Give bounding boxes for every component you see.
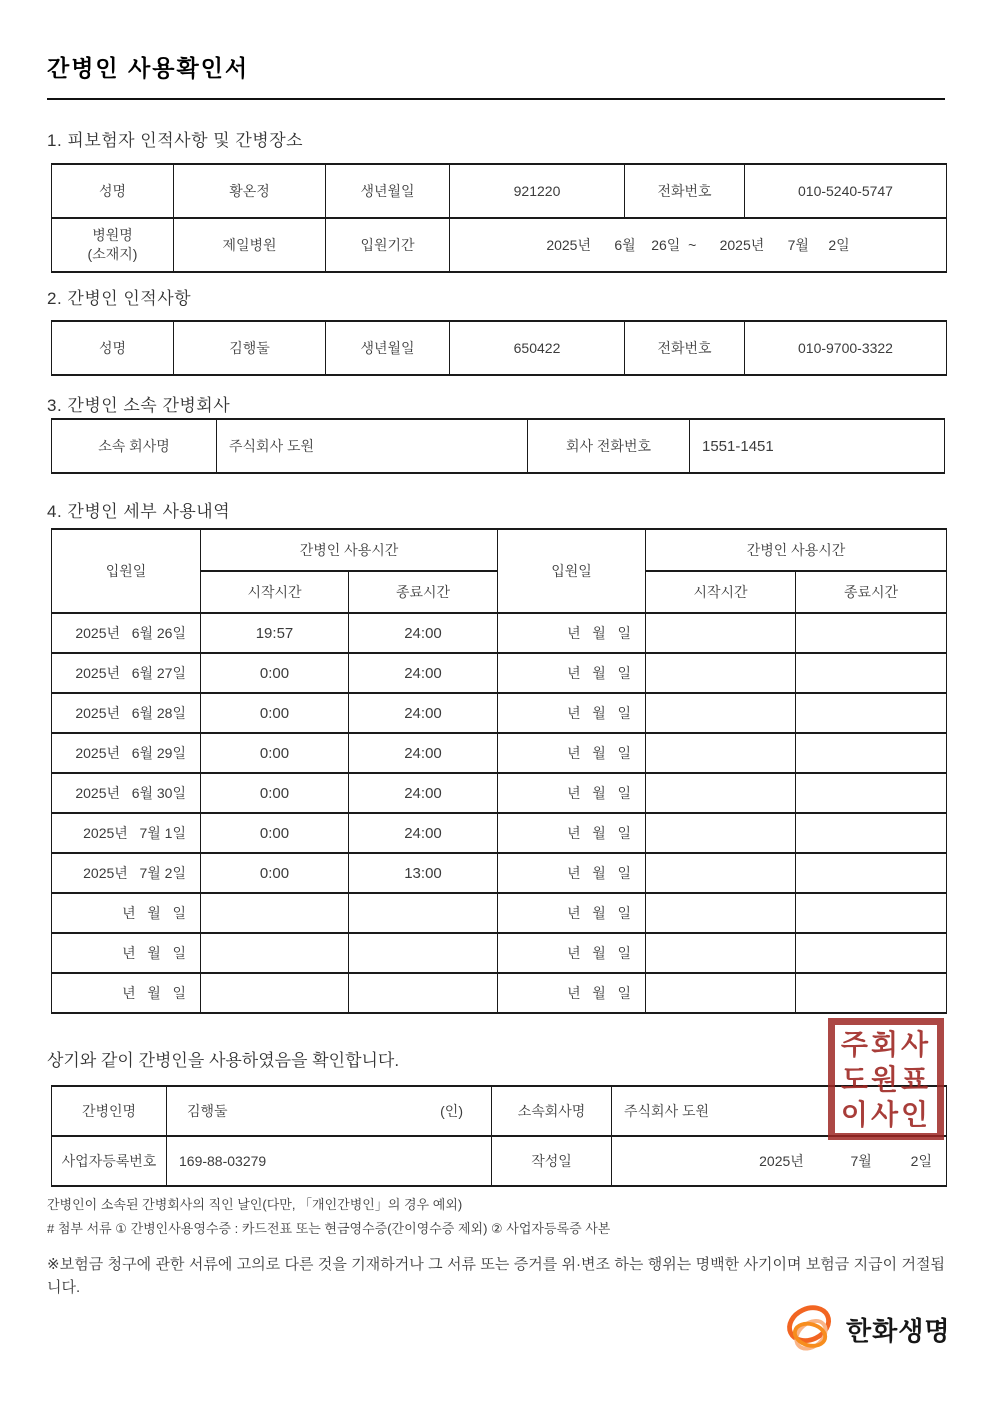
usage-start-cell bbox=[201, 933, 349, 973]
hospital-label-line1: 병원명 bbox=[92, 227, 133, 244]
usage-date-cell: 년 월 일 bbox=[52, 973, 201, 1013]
usage-start-cell: 0:00 bbox=[201, 653, 349, 693]
insured-birth-value: 921220 bbox=[450, 164, 625, 218]
usage-date-cell: 년 월 일 bbox=[498, 773, 646, 813]
section3-heading: 3. 간병인 소속 간병회사 bbox=[47, 396, 231, 415]
usage-end-cell: 13:00 bbox=[349, 853, 498, 893]
usage-header-row bbox=[52, 529, 947, 571]
usage-start-cell bbox=[646, 693, 796, 733]
table-row bbox=[52, 218, 947, 272]
usage-end-cell bbox=[796, 893, 947, 933]
table-row bbox=[52, 1136, 947, 1186]
fraud-warning-text: ※보험금 청구에 관한 서류에 고의로 다른 것을 기재하거나 그 서류 또는 증거를 위·변조 하는 행위는 명백한 사기이며 보험금 지급이 거절됩니다. bbox=[47, 1256, 945, 1297]
usage-start-cell bbox=[646, 733, 796, 773]
usage-end-cell bbox=[796, 733, 947, 773]
usage-end-cell bbox=[796, 933, 947, 973]
end-time-header-left: 종료시간 bbox=[349, 571, 498, 613]
usage-end-cell bbox=[796, 693, 947, 733]
seal-mark: (인) bbox=[440, 1103, 463, 1119]
caregiver-company-table bbox=[51, 418, 945, 474]
usage-row bbox=[52, 813, 947, 853]
usage-start-cell bbox=[646, 853, 796, 893]
usage-end-cell bbox=[796, 813, 947, 853]
caregiver-phone-value: 010-9700-3322 bbox=[745, 321, 947, 375]
usage-date-header-right: 입원일 bbox=[498, 529, 646, 613]
usage-detail-table bbox=[51, 528, 947, 1014]
insured-phone-label: 전화번호 bbox=[625, 164, 745, 218]
usage-end-cell: 24:00 bbox=[349, 693, 498, 733]
caregiver-phone-label: 전화번호 bbox=[625, 321, 745, 375]
company-phone-value: 1551-1451 bbox=[690, 419, 945, 473]
confirm-caregiver-cell bbox=[167, 1086, 492, 1136]
usage-date-cell: 년 월 일 bbox=[498, 653, 646, 693]
table-row bbox=[52, 419, 945, 473]
usage-date-header-left: 입원일 bbox=[52, 529, 201, 613]
insured-phone-value: 010-5240-5747 bbox=[745, 164, 947, 218]
usage-time-header-left: 간병인 사용시간 bbox=[201, 529, 498, 571]
confirmation-statement: 상기와 같이 간병인을 사용하였음을 확인합니다. bbox=[47, 1051, 400, 1070]
end-time-header-right: 종료시간 bbox=[796, 571, 947, 613]
written-date-label: 작성일 bbox=[492, 1136, 612, 1186]
usage-row bbox=[52, 733, 947, 773]
caregiver-name-label: 성명 bbox=[52, 321, 174, 375]
usage-time-header-right: 간병인 사용시간 bbox=[646, 529, 947, 571]
caregiver-birth-label: 생년월일 bbox=[326, 321, 450, 375]
usage-end-cell bbox=[796, 653, 947, 693]
start-time-header-right: 시작시간 bbox=[646, 571, 796, 613]
usage-date-cell: 2025년 7월 2일 bbox=[52, 853, 201, 893]
written-date-value: 2025년 7월 2일 bbox=[612, 1136, 947, 1186]
company-seal-stamp bbox=[828, 1018, 944, 1140]
table-row bbox=[52, 1086, 947, 1136]
usage-end-cell: 24:00 bbox=[349, 813, 498, 853]
usage-start-cell bbox=[646, 813, 796, 853]
caregiver-name-value: 김행둘 bbox=[174, 321, 326, 375]
caregiver-birth-value: 650422 bbox=[450, 321, 625, 375]
usage-date-cell: 2025년 6월 29일 bbox=[52, 733, 201, 773]
usage-end-cell bbox=[349, 893, 498, 933]
usage-start-cell: 0:00 bbox=[201, 813, 349, 853]
usage-date-cell: 년 월 일 bbox=[498, 613, 646, 653]
usage-start-cell: 0:00 bbox=[201, 853, 349, 893]
section4-heading: 4. 간병인 세부 사용내역 bbox=[47, 502, 231, 521]
usage-end-cell bbox=[796, 853, 947, 893]
usage-end-cell bbox=[796, 773, 947, 813]
usage-date-cell: 2025년 6월 28일 bbox=[52, 693, 201, 733]
admission-period-label: 입원기간 bbox=[326, 218, 450, 272]
usage-row bbox=[52, 613, 947, 653]
start-time-header-left: 시작시간 bbox=[201, 571, 349, 613]
business-number-label: 사업자등록번호 bbox=[52, 1136, 167, 1186]
seal-note: 간병인이 소속된 간병회사의 직인 날인(다만, 「개인간병인」의 경우 예외) bbox=[47, 1197, 463, 1212]
hanwha-life-logo bbox=[782, 1300, 950, 1358]
usage-date-cell: 년 월 일 bbox=[498, 933, 646, 973]
company-name-label: 소속 회사명 bbox=[52, 419, 217, 473]
usage-date-cell: 년 월 일 bbox=[498, 853, 646, 893]
logo-text: 한화생명 bbox=[846, 1315, 951, 1346]
usage-date-cell: 년 월 일 bbox=[498, 973, 646, 1013]
usage-start-cell bbox=[646, 933, 796, 973]
attachment-note: # 첨부 서류 ① 간병인사용영수증 : 카드전표 또는 현금영수증(간이영수증 제외) ② 사업자등록증 사본 bbox=[47, 1221, 611, 1236]
insured-birth-label: 생년월일 bbox=[326, 164, 450, 218]
usage-date-cell: 년 월 일 bbox=[52, 893, 201, 933]
usage-date-cell: 2025년 6월 27일 bbox=[52, 653, 201, 693]
table-row bbox=[52, 321, 947, 375]
business-number-value: 169-88-03279 bbox=[167, 1136, 492, 1186]
confirm-company-value: 주식회사 도원 bbox=[612, 1086, 947, 1136]
usage-start-cell bbox=[201, 893, 349, 933]
usage-row bbox=[52, 893, 947, 933]
usage-start-cell bbox=[646, 613, 796, 653]
usage-start-cell bbox=[646, 773, 796, 813]
usage-start-cell bbox=[646, 653, 796, 693]
usage-start-cell: 0:00 bbox=[201, 773, 349, 813]
hanwha-tricircle-icon bbox=[782, 1300, 840, 1358]
usage-end-cell: 24:00 bbox=[349, 653, 498, 693]
usage-end-cell bbox=[349, 973, 498, 1013]
usage-end-cell bbox=[796, 973, 947, 1013]
usage-row bbox=[52, 773, 947, 813]
company-phone-label: 회사 전화번호 bbox=[528, 419, 690, 473]
usage-date-cell: 년 월 일 bbox=[52, 933, 201, 973]
usage-end-cell bbox=[796, 613, 947, 653]
usage-date-cell: 2025년 7월 1일 bbox=[52, 813, 201, 853]
hospital-label-line2: (소재지) bbox=[87, 246, 138, 262]
section2-heading: 2. 간병인 인적사항 bbox=[47, 289, 192, 308]
admission-period-value: 2025년 6월 26일 ~ 2025년 7월 2일 bbox=[450, 218, 947, 272]
usage-date-cell: 년 월 일 bbox=[498, 893, 646, 933]
usage-start-cell bbox=[646, 973, 796, 1013]
confirmation-table bbox=[51, 1085, 947, 1187]
confirm-company-label: 소속회사명 bbox=[492, 1086, 612, 1136]
hospital-name-value: 제일병원 bbox=[174, 218, 326, 272]
stamp-row: 주회사 bbox=[840, 1028, 932, 1060]
insured-name-value: 황온정 bbox=[174, 164, 326, 218]
usage-start-cell bbox=[201, 973, 349, 1013]
table-row bbox=[52, 164, 947, 218]
usage-end-cell: 24:00 bbox=[349, 773, 498, 813]
usage-row bbox=[52, 933, 947, 973]
usage-row bbox=[52, 653, 947, 693]
stamp-row: 이사인 bbox=[840, 1098, 932, 1130]
company-name-value: 주식회사 도원 bbox=[217, 419, 528, 473]
usage-start-cell: 0:00 bbox=[201, 693, 349, 733]
usage-date-cell: 년 월 일 bbox=[498, 813, 646, 853]
usage-start-cell: 19:57 bbox=[201, 613, 349, 653]
usage-end-cell: 24:00 bbox=[349, 733, 498, 773]
usage-end-cell bbox=[349, 933, 498, 973]
caregiver-info-table bbox=[51, 320, 947, 376]
usage-date-cell: 년 월 일 bbox=[498, 733, 646, 773]
stamp-row: 도원표 bbox=[840, 1063, 932, 1095]
usage-row bbox=[52, 853, 947, 893]
usage-date-cell: 년 월 일 bbox=[498, 693, 646, 733]
usage-start-cell: 0:00 bbox=[201, 733, 349, 773]
usage-date-cell: 2025년 6월 30일 bbox=[52, 773, 201, 813]
section1-heading: 1. 피보험자 인적사항 및 간병장소 bbox=[47, 131, 304, 150]
confirm-caregiver-label: 간병인명 bbox=[52, 1086, 167, 1136]
usage-row bbox=[52, 693, 947, 733]
document-title: 간병인 사용확인서 bbox=[47, 50, 945, 100]
usage-date-cell: 2025년 6월 26일 bbox=[52, 613, 201, 653]
insured-name-label: 성명 bbox=[52, 164, 174, 218]
insured-info-table bbox=[51, 163, 947, 273]
usage-start-cell bbox=[646, 893, 796, 933]
confirm-caregiver-name: 김행둘 bbox=[187, 1103, 228, 1119]
hospital-name-label bbox=[52, 218, 174, 272]
usage-end-cell: 24:00 bbox=[349, 613, 498, 653]
usage-row bbox=[52, 973, 947, 1013]
